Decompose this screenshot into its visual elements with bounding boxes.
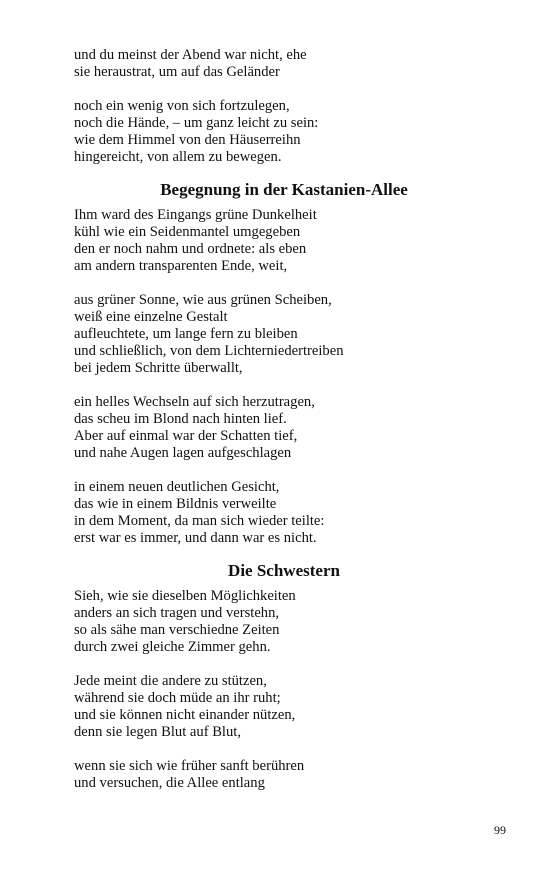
verse-line: am andern transparenten Ende, weit, (74, 258, 288, 274)
verse-line: sie heraustrat, um auf das Geländer (74, 64, 280, 80)
verse-line: denn sie legen Blut auf Blut, (74, 724, 241, 740)
verse-line: wenn sie sich wie früher sanft berühren (74, 758, 305, 774)
verse-line: anders an sich tragen und verstehn, (74, 605, 280, 621)
verse-line: in einem neuen deutlichen Gesicht, (74, 479, 280, 495)
verse-line: Aber auf einmal war der Schatten tief, (74, 428, 298, 444)
verse-line: ein helles Wechseln auf sich herzutragen, (74, 394, 315, 410)
stanza-gap (74, 81, 494, 98)
stanza-gap (74, 741, 494, 758)
stanza (74, 207, 494, 275)
stanza (74, 394, 494, 462)
stanza (74, 479, 494, 547)
verse-line: noch ein wenig von sich fortzulegen, (74, 98, 290, 114)
verse-line: und sie können nicht einander nützen, (74, 707, 296, 723)
stanza (74, 47, 494, 81)
verse-line: kühl wie ein Seidenmantel umgegeben (74, 224, 301, 240)
poem-title: Die Schwestern (228, 561, 340, 580)
verse-line: das wie in einem Bildnis verweilte (74, 496, 277, 512)
verse-line: den er noch nahm und ordnete: als eben (74, 241, 307, 257)
verse-line: aus grüner Sonne, wie aus grünen Scheiben, (74, 292, 332, 308)
page-number: 99 (494, 823, 506, 837)
verse-line: bei jedem Schritte überwallt, (74, 360, 243, 376)
verse-line: so als sähe man verschiedne Zeiten (74, 622, 280, 638)
verse-line: Jede meint die andere zu stützen, (74, 673, 267, 689)
verse-line: wie dem Himmel von den Häuserreihn (74, 132, 301, 148)
verse-line: durch zwei gleiche Zimmer gehn. (74, 639, 271, 655)
stanza (74, 292, 494, 377)
stanza (74, 588, 494, 656)
stanza (74, 98, 494, 166)
verse-line: weiß eine einzelne Gestalt (74, 309, 228, 325)
stanza (74, 673, 494, 741)
poem-title: Begegnung in der Kastanien-Allee (160, 180, 408, 199)
verse-line: Sieh, wie sie dieselben Möglichkeiten (74, 588, 296, 604)
verse-line: Ihm ward des Eingangs grüne Dunkelheit (74, 207, 317, 223)
stanza-gap (74, 462, 494, 479)
verse-line: aufleuchtete, um lange fern zu bleiben (74, 326, 298, 342)
verse-line: während sie doch müde an ihr ruht; (74, 690, 281, 706)
stanza (74, 758, 494, 792)
verse-line: hingereicht, von allem zu bewegen. (74, 149, 282, 165)
book-page-text (74, 47, 494, 792)
stanza-gap (74, 275, 494, 292)
stanza-gap (74, 656, 494, 673)
verse-line: und du meinst der Abend war nicht, ehe (74, 47, 307, 63)
verse-line: noch die Hände, – um ganz leicht zu sein: (74, 115, 319, 131)
poem-body (74, 207, 494, 547)
stanza-gap (74, 377, 494, 394)
verse-line: und schließlich, von dem Lichterniedertreiben (74, 343, 344, 359)
verse-line: und nahe Augen lagen aufgeschlagen (74, 445, 292, 461)
verse-line: das scheu im Blond nach hinten lief. (74, 411, 287, 427)
verse-line: und versuchen, die Allee entlang (74, 775, 265, 791)
opening-poem-continuation (74, 47, 494, 166)
verse-line: in dem Moment, da man sich wieder teilte: (74, 513, 325, 529)
poem-body (74, 588, 494, 792)
verse-line: erst war es immer, und dann war es nicht. (74, 530, 317, 546)
